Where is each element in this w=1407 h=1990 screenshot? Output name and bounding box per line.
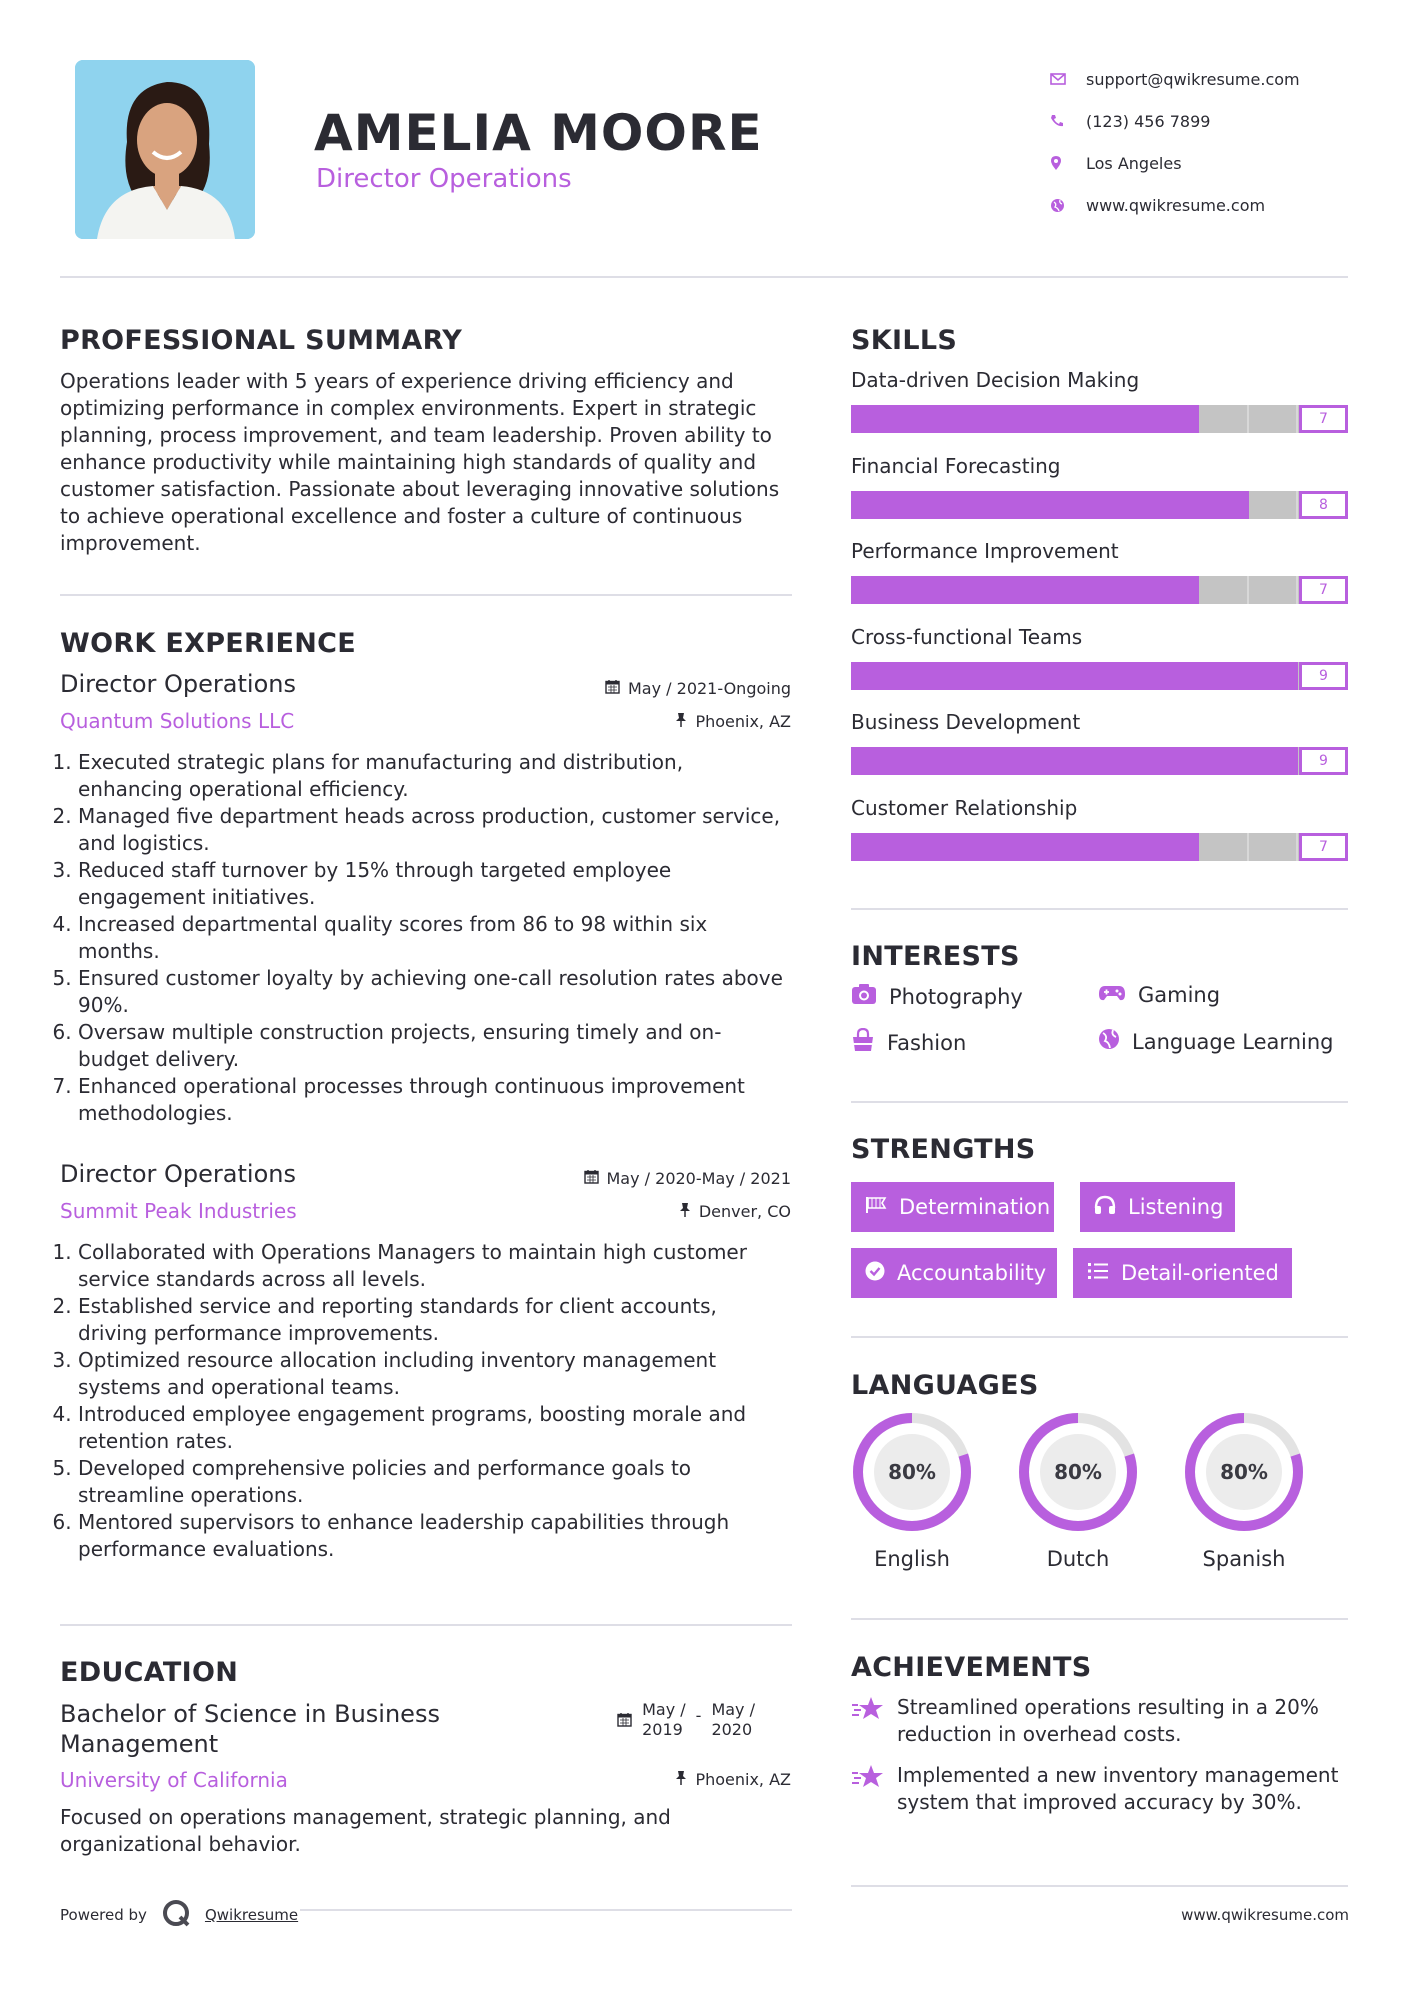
achievement-item: Streamlined operations resulting in a 20% reduction in overhead costs. bbox=[851, 1694, 1351, 1748]
date-separator: - bbox=[695, 1706, 702, 1725]
footer-brand-link[interactable]: Qwikresume bbox=[204, 1906, 299, 1924]
strength-badge-detail-oriented: Detail-oriented bbox=[1073, 1248, 1292, 1298]
summary-divider bbox=[60, 594, 792, 596]
language-ring bbox=[851, 1411, 973, 1537]
skill-bar bbox=[851, 662, 1348, 690]
job-1-title: Director Operations bbox=[60, 670, 296, 698]
job-2-title: Director Operations bbox=[60, 1160, 296, 1188]
skill-bar-segment bbox=[1249, 833, 1299, 861]
job-1-location: Phoenix, AZ bbox=[675, 712, 791, 731]
contact-website-text: www.qwikresume.com bbox=[1086, 195, 1266, 215]
skill-bar-segment bbox=[1249, 576, 1299, 604]
strength-badge-listening: Listening bbox=[1080, 1182, 1235, 1232]
contact-phone-text: (123) 456 7899 bbox=[1086, 111, 1211, 131]
summary-heading: PROFESSIONAL SUMMARY bbox=[60, 325, 463, 356]
skill-bar-fill bbox=[851, 662, 1298, 690]
list-icon bbox=[1087, 1261, 1109, 1285]
contact-email-text: support@qwikresume.com bbox=[1086, 69, 1300, 89]
pushpin-icon bbox=[675, 1770, 687, 1789]
strengths-divider bbox=[851, 1336, 1348, 1338]
gamepad-icon bbox=[1098, 983, 1126, 1007]
footer-powered-by: Powered by Qwikresume bbox=[60, 1898, 298, 1932]
languages-heading: LANGUAGES bbox=[851, 1370, 1039, 1401]
list-item: 6. Mentored supervisors to enhance leadership capabilities through performance evaluations. bbox=[78, 1509, 792, 1563]
strengths-heading: STRENGTHS bbox=[851, 1134, 1036, 1165]
headphones-icon bbox=[1094, 1195, 1116, 1220]
education-start: May / 2019 bbox=[642, 1700, 686, 1739]
skill-bar bbox=[851, 491, 1348, 519]
language-percent: 80% bbox=[1054, 1460, 1102, 1484]
skill-label: Business Development bbox=[851, 710, 1081, 734]
interest-fashion: Fashion bbox=[851, 1028, 966, 1057]
list-item: 6. Oversaw multiple construction projects, ensuring timely and on-budget delivery. bbox=[78, 1019, 792, 1073]
skill-label: Performance Improvement bbox=[851, 539, 1119, 563]
contact-phone[interactable] bbox=[1050, 100, 1300, 142]
skill-bar-fill bbox=[851, 833, 1199, 861]
list-item: 1. Collaborated with Operations Managers to maintain high customer service standards across all levels. bbox=[78, 1239, 792, 1293]
calendar-icon bbox=[584, 1169, 599, 1188]
language-ring bbox=[1017, 1411, 1139, 1537]
list-item: 7. Enhanced operational processes through continuous improvement methodologies. bbox=[78, 1073, 792, 1127]
skill-label: Customer Relationship bbox=[851, 795, 1078, 820]
language-percent: 80% bbox=[1220, 1460, 1268, 1484]
check-circle-icon bbox=[865, 1261, 885, 1286]
interest-photography: Photography bbox=[851, 983, 1023, 1010]
language-label: Spanish bbox=[1202, 1547, 1286, 1571]
skill-label: Cross-functional Teams bbox=[851, 624, 1083, 649]
candidate-role: Director Operations bbox=[316, 164, 572, 194]
languages-divider bbox=[851, 1618, 1348, 1620]
education-text: Focused on operations management, strategic planning, and organizational behavior. bbox=[60, 1805, 671, 1856]
job-2-company: Summit Peak Industries bbox=[60, 1199, 297, 1223]
job-2-bullets bbox=[52, 1239, 792, 1563]
job-2-dates: May / 2020-May / 2021 bbox=[584, 1169, 792, 1188]
language-label: Dutch bbox=[1046, 1547, 1110, 1571]
skills-heading: SKILLS bbox=[851, 325, 958, 356]
skill-score: 8 bbox=[1299, 491, 1348, 519]
location-pin-icon bbox=[1050, 155, 1086, 171]
skill-bar bbox=[851, 747, 1348, 775]
list-item: 4. Increased departmental quality scores from 86 to 98 within six months. bbox=[78, 911, 792, 965]
contact-email[interactable] bbox=[1050, 58, 1300, 100]
shopping-bag-icon bbox=[851, 1028, 875, 1057]
list-item: 1. Executed strategic plans for manufacturing and distribution, enhancing operational efficiency. bbox=[78, 749, 792, 803]
skill-bar bbox=[851, 833, 1348, 861]
language-ring bbox=[1183, 1411, 1305, 1537]
envelope-icon bbox=[1050, 73, 1086, 85]
skill-bar-fill bbox=[851, 491, 1249, 519]
job-2-location: Denver, CO bbox=[679, 1202, 791, 1221]
list-item: 3. Optimized resource allocation including inventory management systems and operational teams. bbox=[78, 1347, 792, 1401]
globe-icon bbox=[1098, 1028, 1120, 1055]
contact-website[interactable] bbox=[1050, 184, 1300, 226]
interests-heading: INTERESTS bbox=[851, 941, 1020, 972]
skill-bar-fill bbox=[851, 747, 1298, 775]
camera-icon bbox=[851, 983, 877, 1010]
job-1-company: Quantum Solutions LLC bbox=[60, 709, 295, 733]
header-divider bbox=[60, 276, 1348, 278]
list-item: 4. Introduced employee engagement programs, boosting morale and retention rates. bbox=[78, 1401, 792, 1455]
skill-score: 7 bbox=[1299, 405, 1348, 433]
language-percent: 80% bbox=[888, 1460, 936, 1484]
star-icon bbox=[851, 1694, 885, 1748]
skill-bar-segment bbox=[1199, 405, 1249, 433]
list-item: 2. Established service and reporting standards for client accounts, driving performance improvements. bbox=[78, 1293, 792, 1347]
list-item: 5. Developed comprehensive policies and performance goals to streamline operations. bbox=[78, 1455, 792, 1509]
skill-bar bbox=[851, 405, 1348, 433]
pushpin-icon bbox=[675, 712, 687, 731]
qwikresume-logo-icon bbox=[161, 1898, 191, 1932]
education-end: May / 2020 bbox=[711, 1700, 755, 1739]
star-icon bbox=[851, 1762, 885, 1816]
skill-bar-segment bbox=[1249, 491, 1299, 519]
experience-heading: WORK EXPERIENCE bbox=[60, 628, 356, 659]
job-1-bullets bbox=[52, 749, 792, 1127]
candidate-name: AMELIA MOORE bbox=[314, 104, 763, 162]
calendar-icon bbox=[605, 679, 620, 698]
footer-website[interactable]: www.qwikresume.com bbox=[1181, 1906, 1349, 1924]
interests-divider bbox=[851, 1101, 1348, 1103]
interest-language-learning: Language Learning bbox=[1098, 1028, 1333, 1055]
skill-bar-fill bbox=[851, 405, 1199, 433]
list-item: 2. Managed five department heads across production, customer service, and logistics. bbox=[78, 803, 792, 857]
skill-bar-segment bbox=[1199, 576, 1249, 604]
skill-score: 7 bbox=[1299, 833, 1348, 861]
skill-label: Financial Forecasting bbox=[851, 453, 1061, 478]
skill-bar-segment bbox=[1249, 405, 1299, 433]
education-dates bbox=[617, 1700, 755, 1740]
interest-gaming: Gaming bbox=[1098, 983, 1220, 1007]
contact-list bbox=[1050, 58, 1300, 226]
job-1-dates: May / 2021-Ongoing bbox=[605, 679, 791, 698]
education-school: University of California bbox=[60, 1768, 288, 1792]
skill-score: 9 bbox=[1299, 747, 1348, 775]
skill-score: 9 bbox=[1299, 662, 1348, 690]
strength-badge-determination: Determination bbox=[851, 1182, 1054, 1232]
calendar-icon bbox=[617, 1700, 632, 1732]
flag-icon bbox=[865, 1195, 887, 1219]
experience-divider bbox=[60, 1624, 792, 1626]
globe-icon bbox=[1050, 198, 1086, 213]
strength-badge-accountability: Accountability bbox=[851, 1248, 1057, 1298]
language-label: English bbox=[874, 1547, 950, 1571]
skill-bar bbox=[851, 576, 1348, 604]
list-item: 3. Reduced staff turnover by 15% through targeted employee engagement initiatives. bbox=[78, 857, 792, 911]
achievements-divider bbox=[851, 1885, 1348, 1887]
education-location: Phoenix, AZ bbox=[675, 1770, 791, 1789]
phone-icon bbox=[1050, 114, 1086, 128]
contact-location bbox=[1050, 142, 1300, 184]
skills-divider bbox=[851, 908, 1348, 910]
education-degree: Bachelor of Science in Business Management bbox=[60, 1700, 440, 1758]
skill-bar-segment bbox=[1199, 833, 1249, 861]
profile-photo bbox=[75, 60, 255, 239]
skill-bar-fill bbox=[851, 576, 1199, 604]
skill-label: Data-driven Decision Making bbox=[851, 368, 1140, 392]
list-item: 5. Ensured customer loyalty by achieving one-call resolution rates above 90%. bbox=[78, 965, 792, 1019]
contact-location-text: Los Angeles bbox=[1086, 153, 1182, 173]
achievements-heading: ACHIEVEMENTS bbox=[851, 1652, 1092, 1683]
footer-left-divider bbox=[300, 1909, 792, 1911]
summary-text: Operations leader with 5 years of experience driving efficiency and optimizing performance in complex environments. Expert in strategic planning, process improvement, and team leadership. Proven ability to enhance productivity while maintaining high standards of quality and customer satisfaction. Passionate about leveraging innovative solutions to achieve operational excellence and foster a culture of continuous improvement. bbox=[60, 369, 780, 555]
skill-score: 7 bbox=[1299, 576, 1348, 604]
pushpin-icon bbox=[679, 1202, 691, 1221]
education-heading: EDUCATION bbox=[60, 1657, 239, 1688]
achievement-item: Implemented a new inventory management system that improved accuracy by 30%. bbox=[851, 1762, 1351, 1816]
